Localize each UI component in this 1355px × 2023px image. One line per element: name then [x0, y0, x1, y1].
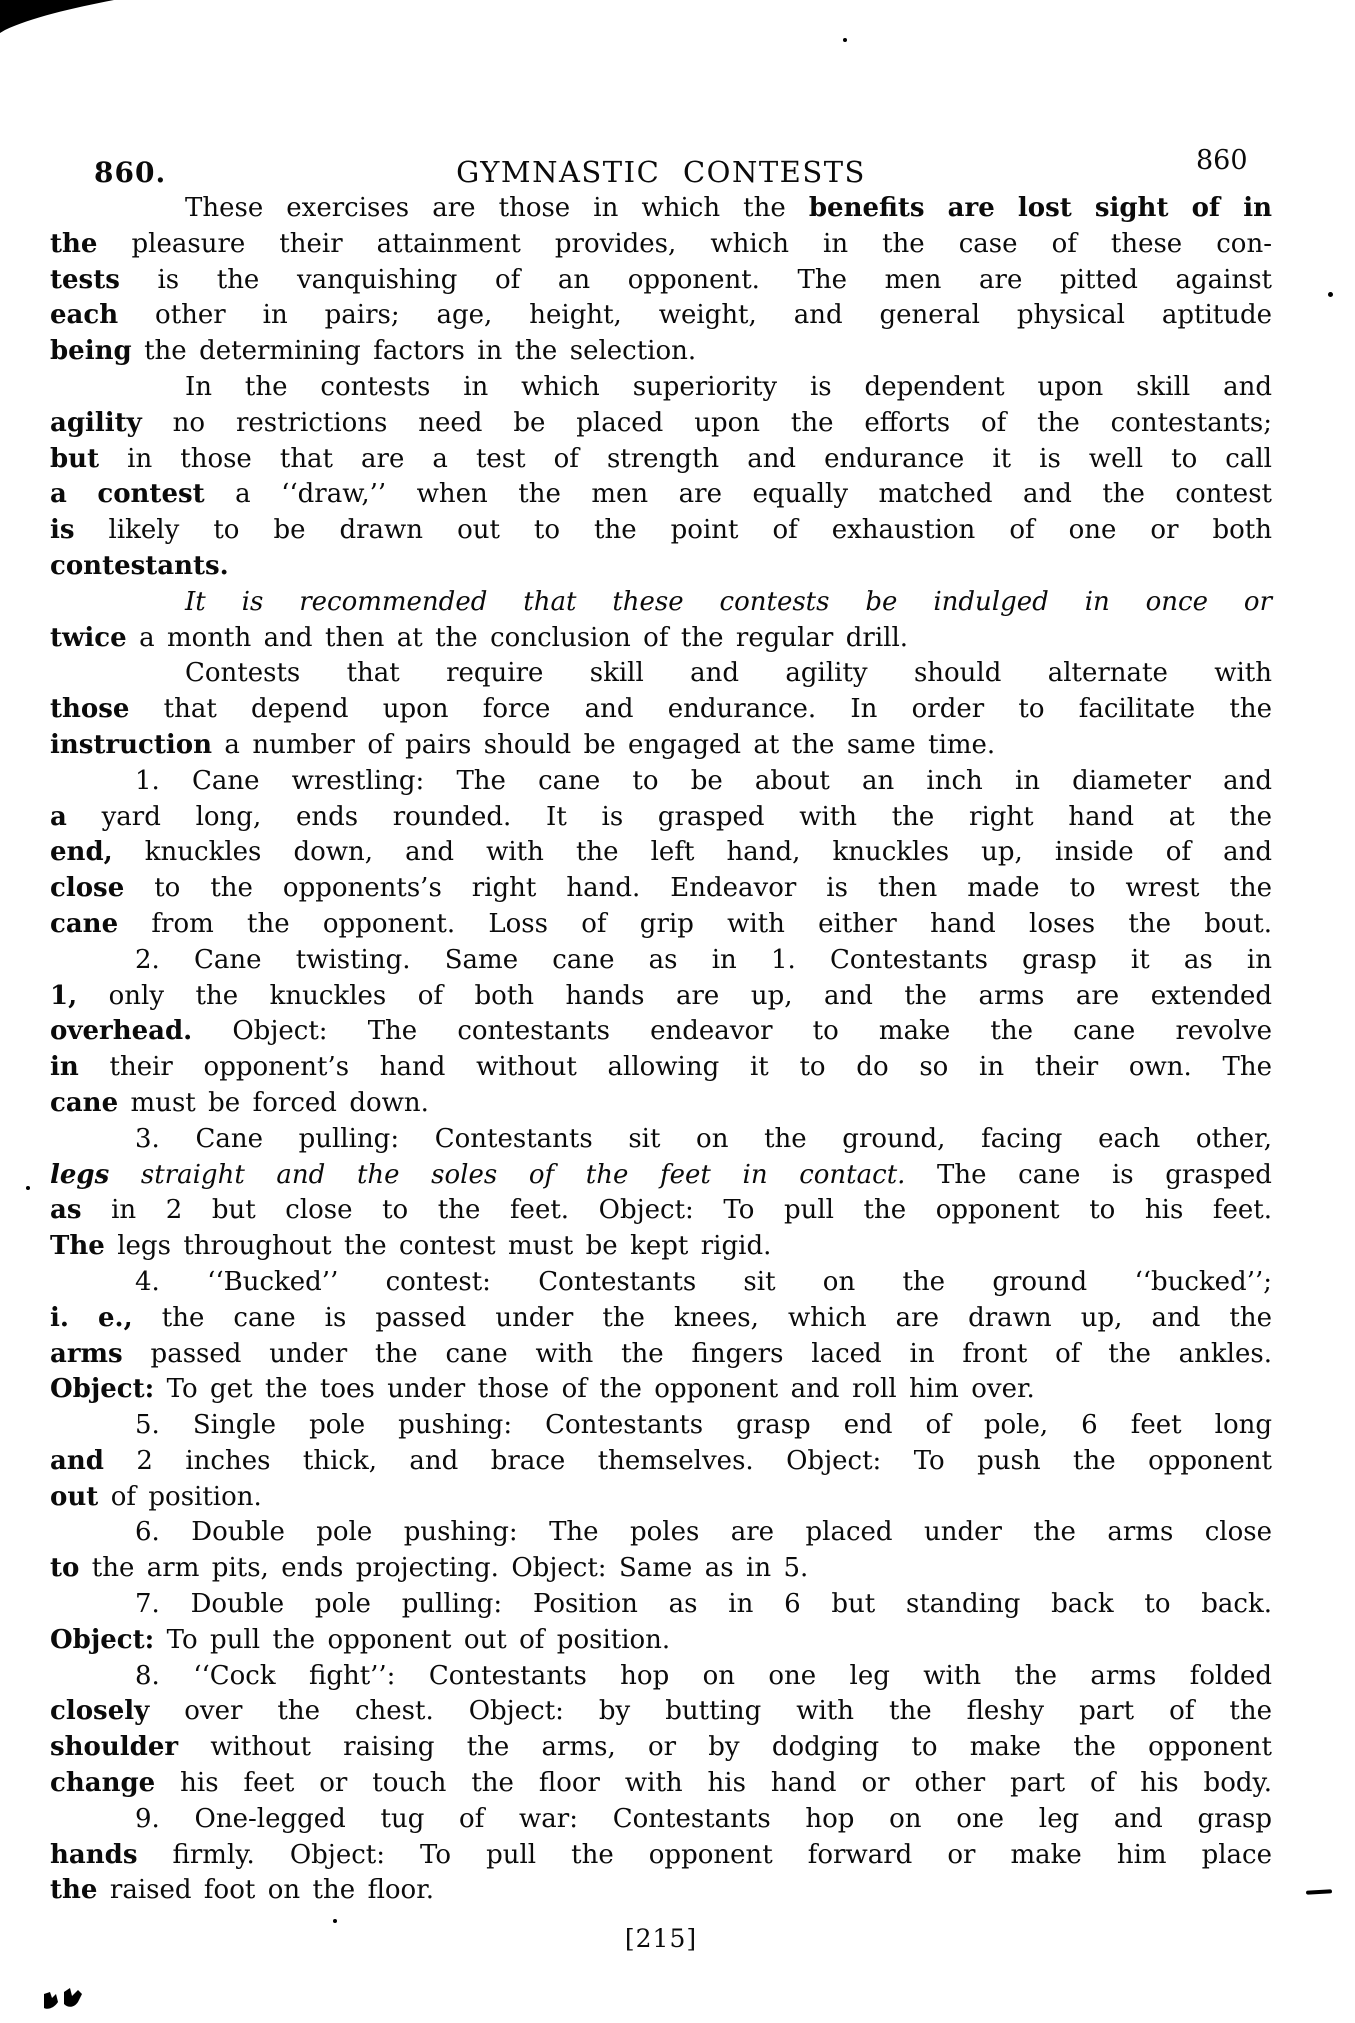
text-line: 1, only the knuckles of both hands are up, and the arms are extended [50, 980, 1272, 1011]
text-line: each other in pairs; age, height, weight, and general physical aptitude [50, 300, 1272, 331]
text-line: a contest a ‘‘draw,’’ when the men are equally matched and the contest [50, 479, 1272, 510]
text-line: hands firmly. Object: To pull the opponent forward or make him place [50, 1839, 1272, 1870]
footer-page-number: [215] [624, 1924, 698, 1953]
text-line: 5. Single pole pushing: Contestants grasp end of pole, 6 feet long [135, 1410, 1272, 1441]
text-line: a yard long, ends rounded. It is grasped with the right hand at the [50, 801, 1272, 832]
text-line: closely over the chest. Object: by butting with the fleshy part of the [50, 1696, 1272, 1727]
text-line: arms passed under the cane with the fingers laced in front of the ankles. [50, 1338, 1272, 1369]
text-line: 2. Cane twisting. Same cane as in 1. Contestants grasp it as in [135, 944, 1272, 975]
text-line: cane from the opponent. Loss of grip with either hand loses the bout. [50, 908, 1272, 939]
text-line: tests is the vanquishing of an opponent. The men are pitted against [50, 264, 1272, 295]
text-line: shoulder without raising the arms, or by dodging to make the opponent [50, 1732, 1272, 1763]
section-number: 860. [94, 156, 167, 189]
text-line: is likely to be drawn out to the point of exhaustion of one or both [50, 515, 1272, 546]
text-line: instruction a number of pairs should be engaged at the same time. [50, 729, 996, 760]
text-line: Object: To pull the opponent out of position. [50, 1624, 671, 1655]
text-line: as in 2 but close to the feet. Object: To pull the opponent to his feet. [50, 1195, 1272, 1226]
text-line: the raised foot on the floor. [50, 1875, 435, 1906]
text-line: In the contests in which superiority is dependent upon skill and [185, 371, 1272, 402]
text-line: agility no restrictions need be placed upon the efforts of the contestants; [50, 407, 1272, 438]
text-line: The legs throughout the contest must be kept rigid. [50, 1231, 772, 1262]
text-line: being the determining factors in the selection. [50, 336, 697, 367]
scan-artifact-dash [1306, 1889, 1332, 1894]
text-line: overhead. Object: The contestants endeavor to make the cane revolve [50, 1016, 1272, 1047]
scan-artifact-ink-marks [42, 1980, 106, 2018]
scan-artifact-corner [0, 0, 120, 36]
text-line: end, knuckles down, and with the left hand, knuckles up, inside of and [50, 837, 1272, 868]
text-line: contestants. [50, 550, 229, 581]
text-line: It is recommended that these contests be indulged in once or [185, 586, 1273, 617]
scan-artifact-dot [1328, 292, 1333, 297]
text-line: close to the opponents’s right hand. Endeavor is then made to wrest the [50, 873, 1272, 904]
text-line: the pleasure their attainment provides, which in the case of these con- [50, 228, 1272, 259]
page-text [50, 191, 1272, 1909]
text-line: twice a month and then at the conclusion of the regular drill. [50, 622, 909, 653]
text-line: 6. Double pole pushing: The poles are placed under the arms close [135, 1517, 1272, 1548]
text-line: 7. Double pole pulling: Position as in 6 but standing back to back. [135, 1589, 1272, 1620]
page-title: GYMNASTIC CONTESTS [456, 155, 866, 189]
text-line: in their opponent’s hand without allowing it to do so in their own. The [50, 1052, 1272, 1083]
text-line: 9. One-legged tug of war: Contestants hop on one leg and grasp [135, 1803, 1272, 1834]
text-line: Contests that require skill and agility should alternate with [185, 658, 1272, 689]
text-line: 1. Cane wrestling: The cane to be about an inch in diameter and [135, 765, 1272, 796]
text-line: legs straight and the soles of the feet in contact. The cane is grasped [50, 1159, 1272, 1190]
text-line: These exercises are those in which the benefits are lost sight of in [185, 193, 1272, 223]
text-line: 3. Cane pulling: Contestants sit on the ground, facing each other, [135, 1123, 1272, 1154]
section-heading-row [50, 152, 1272, 192]
text-line: change his feet or touch the floor with his hand or other part of his body. [50, 1768, 1272, 1799]
text-line: those that depend upon force and endurance. In order to facilitate the [50, 694, 1272, 725]
text-line: i. e., the cane is passed under the knees, which are drawn up, and the [50, 1302, 1272, 1333]
text-line: Object: To get the toes under those of the opponent and roll him over. [50, 1374, 1035, 1405]
text-line: cane must be forced down. [50, 1087, 429, 1118]
text-line: but in those that are a test of strength and endurance it is well to call [50, 443, 1272, 474]
scan-artifact-dot [26, 1186, 30, 1190]
text-line: 8. ‘‘Cock fight’’: Contestants hop on one leg with the arms folded [135, 1660, 1272, 1691]
scan-artifact-dot [843, 38, 847, 42]
scan-artifact-dot [333, 1919, 337, 1923]
text-line: to the arm pits, ends projecting. Object: Same as in 5. [50, 1553, 809, 1584]
text-line: out of position. [50, 1481, 262, 1512]
text-line: 4. ‘‘Bucked’’ contest: Contestants sit on the ground ‘‘bucked’’; [135, 1266, 1272, 1297]
running-head-page-number: 860 [1196, 145, 1248, 176]
text-line: and 2 inches thick, and brace themselves. Object: To push the opponent [50, 1445, 1272, 1476]
